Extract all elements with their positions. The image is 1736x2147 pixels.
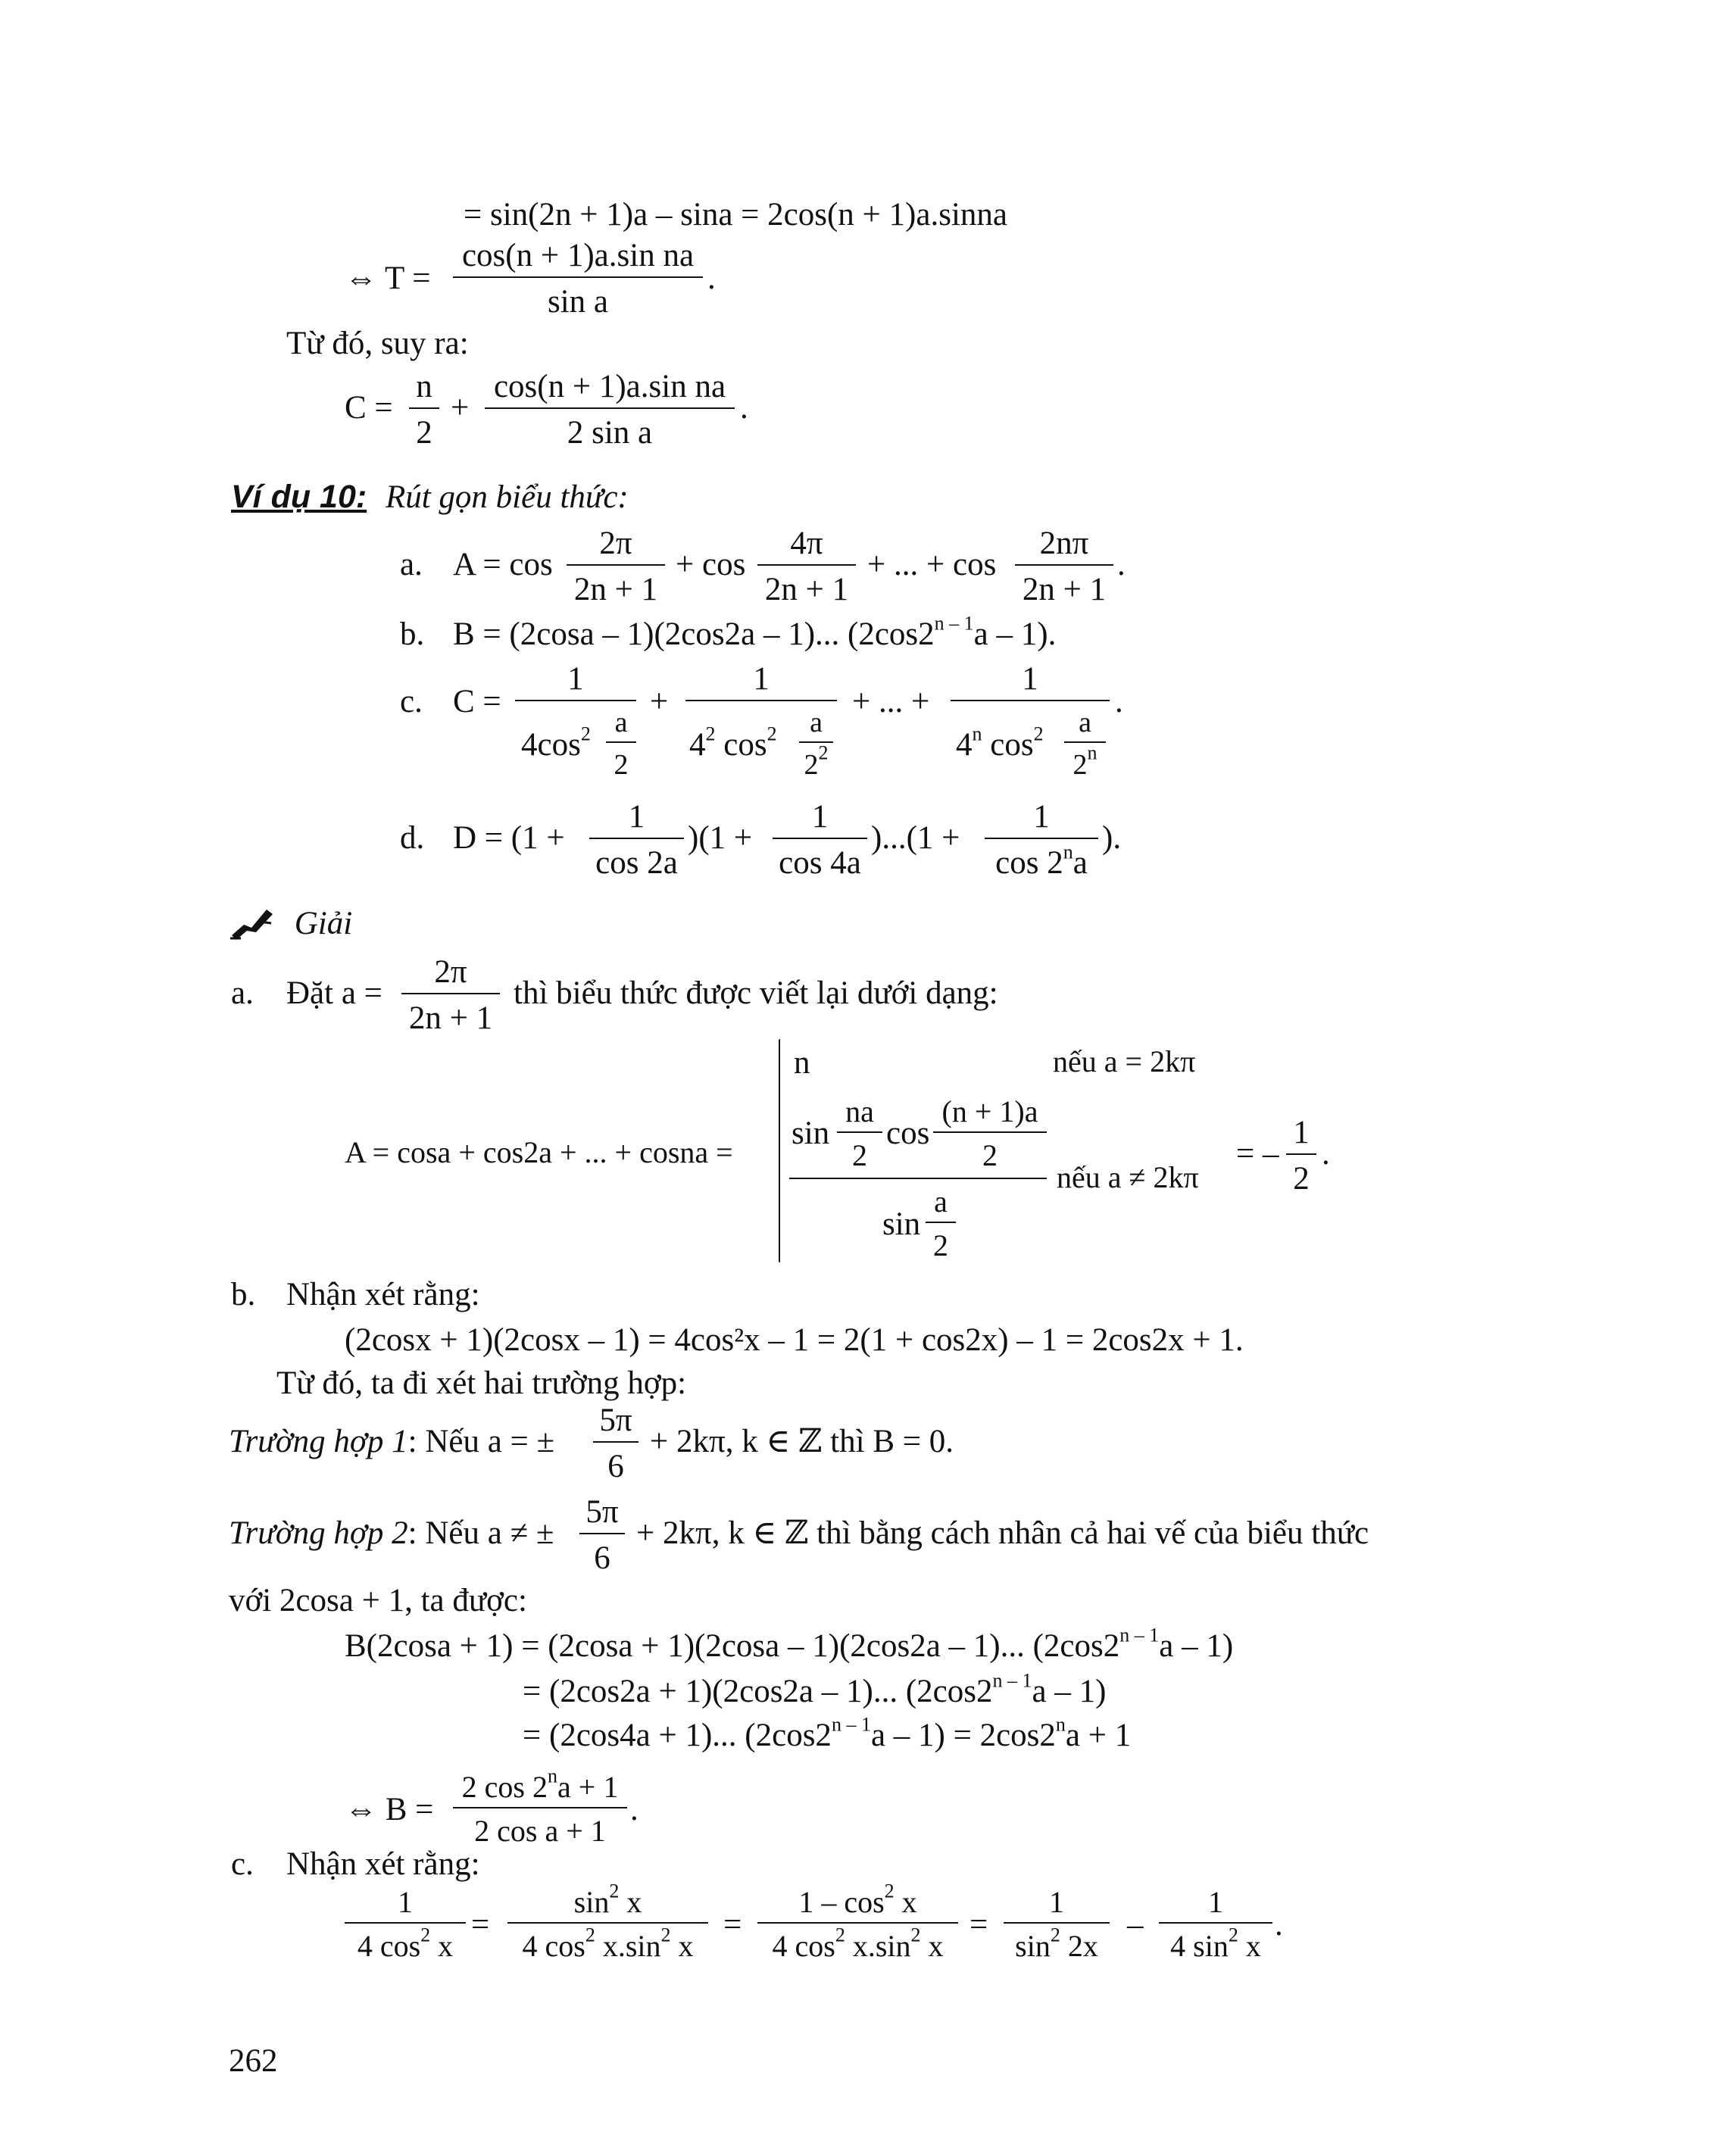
num: cos(n + 1)a.sin na — [493, 369, 726, 404]
d2-tail: a – 1) — [1032, 1674, 1107, 1709]
den: 2 — [933, 1228, 948, 1262]
piecewise-brace — [779, 1039, 780, 1262]
a-mid-1: + cos — [676, 547, 746, 582]
cos: cos — [990, 727, 1034, 763]
item-a-label: a. — [400, 547, 423, 582]
case2-cos: cos — [886, 1116, 930, 1151]
c-frac-2 — [685, 663, 837, 701]
den: 6 — [594, 1540, 610, 1576]
derivation-1 — [345, 1624, 1234, 1664]
sol-b-cases-intro: Từ đó, ta đi xét hai trường hợp: — [276, 1365, 687, 1401]
solution-heading — [229, 905, 352, 941]
b-result-prefix: ⇔ B = — [345, 1792, 434, 1827]
item-a-prefix: A = cos — [453, 547, 553, 582]
sol-b-text: Nhận xét rằng: — [286, 1277, 480, 1312]
num: 1 — [1293, 1115, 1310, 1150]
den: 2 cos a + 1 — [474, 1814, 606, 1848]
x: x — [1238, 1929, 1261, 1963]
item-b-label: b. — [400, 616, 425, 652]
cos2: cos 2 — [995, 845, 1063, 881]
den — [507, 1924, 708, 1961]
den: 2 — [1293, 1161, 1310, 1197]
c-id-frac-1 — [345, 1887, 466, 1961]
derivation-2 — [523, 1669, 1107, 1709]
eq-line-1: = sin(2n + 1)a – sina = 2cos(n + 1)a.sinna — [464, 197, 1007, 232]
c-fraction-2 — [485, 370, 735, 449]
c-fraction-1 — [409, 370, 439, 449]
a-fraction-2 — [757, 527, 856, 606]
x: x — [894, 1885, 917, 1919]
sol-b-label: b. — [231, 1277, 256, 1312]
d2-main: = (2cos2a + 1)(2cos2a – 1)... (2cos2 — [523, 1674, 993, 1709]
num: a — [1079, 707, 1091, 738]
case1-cond: nếu a = 2kπ — [1053, 1044, 1196, 1078]
den — [1064, 743, 1106, 779]
b-exponent: n – 1 — [934, 612, 974, 635]
derivation-3 — [523, 1713, 1132, 1753]
a: a — [1073, 845, 1088, 881]
sol-b-identity: (2cosx + 1)(2cosx – 1) = 4cos²x – 1 = 2(1 + cos2x) – 1 = 2cos2x + 1. — [345, 1322, 1244, 1358]
t-fraction — [453, 239, 703, 318]
case-2-text: : Nếu a ≠ ± — [407, 1515, 554, 1551]
num: 1 — [628, 799, 645, 835]
d: 4 sin — [1170, 1929, 1229, 1963]
d1-tail: a – 1) — [1159, 1628, 1234, 1664]
den: cos 2a — [595, 845, 678, 881]
den — [345, 1924, 466, 1961]
den: 2 sin a — [567, 415, 653, 451]
n-exp: n — [548, 1765, 557, 1787]
item-d-label: d. — [400, 820, 425, 856]
square: 2 — [818, 741, 829, 764]
den — [1004, 1924, 1110, 1961]
t-numerator: cos(n + 1)a.sin na — [461, 238, 695, 273]
sol-a-text: thì biểu thức được viết lại dưới dạng: — [514, 975, 998, 1011]
c-id-frac-5 — [1159, 1887, 1272, 1961]
d2: x.sin — [595, 1929, 661, 1963]
sq: 2 — [1050, 1924, 1060, 1946]
sq: 2 — [609, 1880, 620, 1902]
num: 1 — [567, 661, 584, 697]
item-c-label: c. — [400, 684, 423, 719]
fraction-bar — [515, 700, 636, 701]
d: 4 cos — [772, 1929, 835, 1963]
equals: = — [723, 1907, 742, 1943]
c-den-3-frac — [1064, 708, 1106, 779]
equals: = — [471, 1907, 490, 1943]
den: 2n + 1 — [764, 572, 849, 607]
multiply-line: với 2cosa + 1, ta được: — [229, 1583, 527, 1618]
num: a — [810, 707, 823, 738]
num: 2nπ — [1039, 526, 1089, 561]
n-a: 2 cos 2 — [461, 1770, 548, 1804]
cos: cos — [723, 727, 767, 763]
tu-do-line: Từ đó, suy ra: — [286, 326, 469, 361]
case-2-tail: + 2kπ, k ∈ ℤ thì bằng cách nhân cả hai vế của biểu thức — [636, 1515, 1369, 1551]
case2-n1a-half — [933, 1094, 1047, 1172]
fraction-bar — [685, 700, 837, 701]
num: 4π — [790, 526, 823, 561]
num: 1 — [811, 799, 829, 835]
d2: 2x — [1060, 1929, 1098, 1963]
num: 1 — [1208, 1885, 1223, 1919]
fraction-bar — [951, 700, 1110, 701]
den: 2n + 1 — [1022, 572, 1107, 607]
case-1-label: Trường hợp 1 — [229, 1424, 408, 1459]
case1-value: n — [794, 1045, 810, 1081]
b-main: B = (2cosa – 1)(2cos2a – 1)... (2cos2 — [453, 616, 935, 652]
period: . — [740, 390, 748, 426]
sq: 2 — [884, 1880, 895, 1902]
den: cos 4a — [779, 845, 861, 881]
n-exp: n — [972, 722, 982, 745]
sol-c-label: c. — [231, 1846, 254, 1882]
period: . — [1322, 1136, 1330, 1172]
num: 5π — [585, 1494, 619, 1530]
a-fraction-1 — [567, 527, 665, 606]
den: 2n + 1 — [408, 1000, 493, 1036]
equals: = — [969, 1907, 988, 1943]
d-frac-2 — [773, 800, 867, 879]
c-frac-1 — [515, 663, 636, 701]
period: . — [1115, 684, 1123, 719]
den: 2n + 1 — [573, 572, 658, 607]
sol-a-label: a. — [231, 975, 254, 1011]
n: sin — [573, 1885, 610, 1919]
c-den-1 — [521, 722, 591, 763]
sol-a-prefix: Đặt a = — [286, 975, 382, 1011]
sq: 2 — [1228, 1924, 1238, 1946]
den: 2 — [416, 415, 432, 451]
d-mid-1: )(1 + — [688, 820, 753, 856]
item-c-prefix: C = — [453, 684, 501, 719]
case2-main-bar — [789, 1178, 1047, 1179]
four: 4 — [689, 727, 706, 763]
case-2-label: Trường hợp 2 — [229, 1515, 408, 1551]
den — [799, 743, 833, 779]
x: x — [670, 1929, 694, 1963]
num: 2π — [434, 954, 467, 990]
a-sum-expr: A = cosa + cos2a + ... + cosna = — [345, 1135, 733, 1169]
num: na — [845, 1094, 874, 1128]
d-frac-3 — [985, 800, 1098, 879]
n-exp: n — [1087, 741, 1097, 764]
num: 1 — [1049, 1885, 1064, 1919]
case2-sin: sin — [792, 1116, 830, 1151]
case-1-tail: + 2kπ, k ∈ ℤ thì B = 0. — [650, 1424, 954, 1459]
case2-na-half — [837, 1094, 882, 1172]
c-den-2-frac — [799, 708, 833, 779]
d3-exp: n – 1 — [831, 1713, 871, 1736]
square: 2 — [580, 722, 591, 745]
num: 1 — [398, 1885, 413, 1919]
n-b: a + 1 — [557, 1770, 619, 1804]
example-number: Ví dụ 10: — [231, 479, 367, 515]
den — [985, 839, 1098, 879]
square: 2 — [767, 722, 777, 745]
t-eq-prefix: ⇔ T = — [345, 261, 431, 296]
d-frac-1 — [589, 800, 684, 879]
t-denominator: sin a — [547, 284, 609, 320]
period: . — [1117, 547, 1126, 582]
solution-label: Giải — [294, 906, 353, 941]
case-2-fraction — [579, 1496, 625, 1574]
case-1-fraction — [593, 1404, 639, 1483]
result-eq: = – — [1236, 1136, 1279, 1172]
d-tail: ). — [1102, 820, 1122, 856]
c-frac-3 — [951, 663, 1110, 701]
num: a — [934, 1184, 948, 1219]
d-mid-2: )...(1 + — [871, 820, 960, 856]
num: 1 — [1022, 661, 1038, 697]
num — [757, 1880, 958, 1922]
num — [507, 1880, 708, 1922]
result-fraction — [1286, 1116, 1316, 1195]
d: 4 cos — [522, 1929, 585, 1963]
d: sin — [1015, 1929, 1051, 1963]
case-1-text: : Nếu a = ± — [407, 1424, 555, 1459]
den: 6 — [607, 1449, 624, 1484]
x: x — [920, 1929, 944, 1963]
two: 2 — [1073, 749, 1088, 781]
cos: 4cos — [521, 727, 581, 763]
den: 2 — [852, 1138, 867, 1172]
square: 2 — [1033, 722, 1044, 745]
period: . — [707, 261, 716, 296]
period: . — [630, 1792, 639, 1827]
sol-c-text: Nhận xét rằng: — [286, 1846, 480, 1882]
b-result-fraction — [453, 1765, 627, 1848]
d: 4 cos — [357, 1929, 421, 1963]
pen-hand-icon — [229, 905, 279, 941]
case2-cond: nếu a ≠ 2kπ — [1057, 1160, 1199, 1194]
num: (n + 1)a — [941, 1094, 1038, 1128]
period: . — [1275, 1907, 1283, 1943]
four: 4 — [956, 727, 973, 763]
page-number: 262 — [229, 2043, 278, 2079]
c-eq-prefix: C = — [345, 390, 393, 426]
plus-sign: + — [650, 684, 669, 719]
d3-exp2: n — [1055, 1713, 1066, 1736]
example-label — [231, 481, 629, 513]
n: 1 – cos — [798, 1885, 885, 1919]
item-d-prefix: D = (1 + — [453, 820, 565, 856]
sq: 2 — [835, 1924, 845, 1946]
den: 2 — [614, 749, 629, 781]
two: 2 — [804, 749, 819, 781]
d3-main: = (2cos4a + 1)... (2cos2 — [523, 1718, 832, 1753]
case2-den-sin: sin — [882, 1206, 921, 1242]
den — [1159, 1924, 1272, 1961]
plus-sign: + — [451, 390, 470, 426]
case-1-line — [229, 1425, 554, 1458]
num: 2π — [599, 526, 632, 561]
c-id-frac-2 — [507, 1880, 708, 1963]
sq: 2 — [420, 1924, 431, 1946]
a-mid-2: + ... + cos — [867, 547, 997, 582]
c-id-frac-3 — [757, 1880, 958, 1963]
c-mid: + ... + — [852, 684, 930, 719]
sq: 2 — [660, 1924, 671, 1946]
num: n — [416, 369, 432, 404]
c-den-3 — [956, 722, 1044, 763]
a-fraction-3 — [1015, 527, 1113, 606]
num: 1 — [753, 661, 770, 697]
sq: 2 — [910, 1924, 921, 1946]
num — [453, 1765, 627, 1807]
square: 2 — [705, 722, 716, 745]
d3-mid: a – 1) = 2cos2 — [870, 1718, 1056, 1753]
den: 2 — [982, 1138, 998, 1172]
d1-exp: n – 1 — [1119, 1624, 1160, 1646]
sol-a-fraction — [401, 956, 500, 1034]
item-b-expr — [453, 612, 1057, 652]
x: x — [619, 1885, 642, 1919]
c-id-frac-4 — [1004, 1887, 1110, 1961]
case-2-line — [229, 1517, 554, 1549]
x: x — [430, 1929, 454, 1963]
n-exp: n — [1063, 841, 1073, 863]
case2-den-frac — [926, 1184, 956, 1262]
c-den-2 — [689, 722, 777, 763]
d3-tail: a + 1 — [1065, 1718, 1132, 1753]
num: 5π — [599, 1403, 632, 1438]
den — [757, 1924, 958, 1961]
d2: x.sin — [845, 1929, 911, 1963]
d1-main: B(2cosa + 1) = (2cosa + 1)(2cosa – 1)(2cos2a – 1)... (2cos2 — [345, 1628, 1120, 1664]
num: a — [614, 707, 628, 738]
c-den-1-half — [606, 708, 636, 779]
b-tail: a – 1). — [973, 616, 1057, 652]
minus-sign: – — [1127, 1907, 1144, 1943]
num: 1 — [1033, 799, 1050, 835]
example-task: Rút gọn biểu thức: — [385, 479, 629, 515]
sq: 2 — [585, 1924, 595, 1946]
d2-exp: n – 1 — [992, 1669, 1032, 1692]
